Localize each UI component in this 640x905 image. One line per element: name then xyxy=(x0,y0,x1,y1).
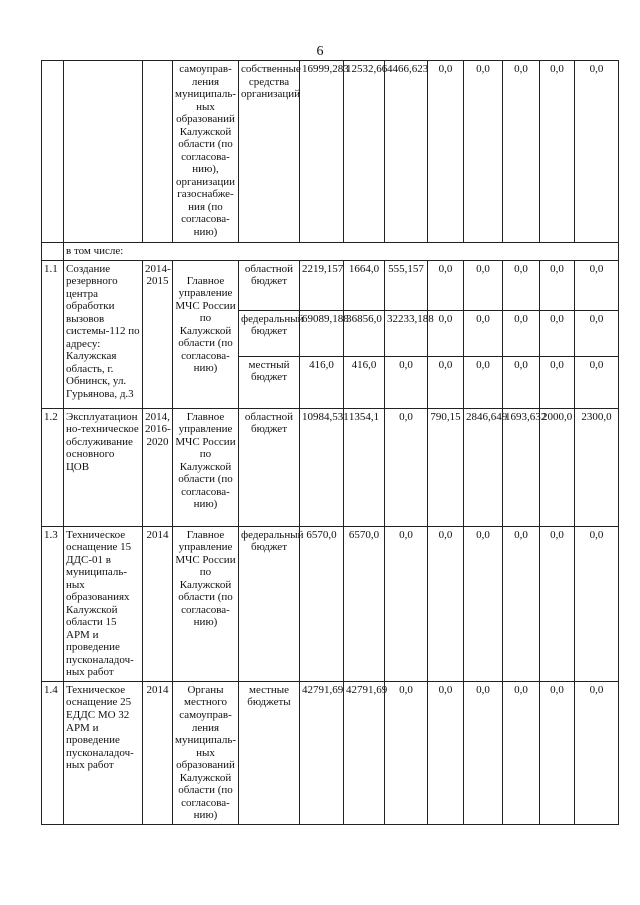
cell-value: 0,0 xyxy=(385,526,428,681)
cell-value: 0,0 xyxy=(464,526,503,681)
cell-value: 0,0 xyxy=(503,310,540,356)
cell-num xyxy=(42,61,64,243)
cell-value: 0,0 xyxy=(428,526,464,681)
cell-value: 0,0 xyxy=(464,310,503,356)
cell-num: 1.2 xyxy=(42,408,64,526)
cell-value: 0,0 xyxy=(540,260,575,310)
cell-value: 0,0 xyxy=(575,260,619,310)
cell-value: 0,0 xyxy=(464,260,503,310)
table-row xyxy=(42,408,619,526)
cell-name: Создание резервного центра обработки вызовов системы-112 по адресу: Калужская область, г. Обнинск, ул. Гурьянова, д.3 xyxy=(64,260,143,408)
cell-value: 416,0 xyxy=(300,356,344,408)
cell-years: 2014, 2016-2020 xyxy=(143,408,173,526)
cell-value: 0,0 xyxy=(464,356,503,408)
cell-executor: Главное управление МЧС России по Калужской области (по согласова-нию) xyxy=(173,526,239,681)
cell-value: 0,0 xyxy=(385,681,428,824)
cell-value: 42791,69 xyxy=(344,681,385,824)
cell-name: Техническое оснащение 15 ДДС-01 в муниципаль-ных образованиях Калужской области 15 АРМ и проведение пусконаладоч-ных работ xyxy=(64,526,143,681)
cell-value: 0,0 xyxy=(428,260,464,310)
cell-source: федеральный бюджет xyxy=(239,526,300,681)
table-row xyxy=(42,243,619,261)
cell-value: 0,0 xyxy=(540,356,575,408)
cell-source: местные бюджеты xyxy=(239,681,300,824)
cell-value: 0,0 xyxy=(464,61,503,243)
budget-table xyxy=(41,60,619,825)
cell-value: 2300,0 xyxy=(575,408,619,526)
cell-value: 1664,0 xyxy=(344,260,385,310)
cell-value: 69089,188 xyxy=(300,310,344,356)
page-number: 6 xyxy=(316,44,324,59)
cell-source: областной бюджет xyxy=(239,408,300,526)
table-row xyxy=(42,61,619,243)
cell-value: 0,0 xyxy=(575,61,619,243)
cell-num: 1.1 xyxy=(42,260,64,408)
cell-value: 0,0 xyxy=(385,408,428,526)
cell-value: 0,0 xyxy=(428,61,464,243)
cell-value: 4466,623 xyxy=(385,61,428,243)
cell-source: федеральный бюджет xyxy=(239,310,300,356)
cell-years xyxy=(143,61,173,243)
cell-value: 0,0 xyxy=(540,681,575,824)
cell-years: 2014 xyxy=(143,681,173,824)
cell-value: 6570,0 xyxy=(300,526,344,681)
cell-source: местный бюджет xyxy=(239,356,300,408)
cell-value: 0,0 xyxy=(540,61,575,243)
cell-executor: Главное управление МЧС России по Калужской области (по согласова-нию) xyxy=(173,408,239,526)
cell-value: 0,0 xyxy=(575,310,619,356)
cell-value: 10984,531 xyxy=(300,408,344,526)
cell-value: 0,0 xyxy=(503,356,540,408)
cell-executor: самоуправ-ления муниципаль-ных образований Калужской области (по согласова-нию), организации газоснабже-ния (по согласова-нию) xyxy=(173,61,239,243)
cell-value: 0,0 xyxy=(540,526,575,681)
cell-value: 1693,632 xyxy=(503,408,540,526)
cell-value: 790,15 xyxy=(428,408,464,526)
cell-value: 12532,66 xyxy=(344,61,385,243)
cell-executor: Органы местного самоуправ-ления муниципаль-ных образований Калужской области (по согласова-нию) xyxy=(173,681,239,824)
cell-num: 1.3 xyxy=(42,526,64,681)
table-row xyxy=(42,260,619,310)
cell-value: 2000,0 xyxy=(540,408,575,526)
cell-value: 0,0 xyxy=(503,526,540,681)
including-label: в том числе: xyxy=(64,243,619,261)
cell-value: 0,0 xyxy=(428,356,464,408)
cell-years: 2014-2015 xyxy=(143,260,173,408)
cell-value: 36856,0 xyxy=(344,310,385,356)
cell-value: 0,0 xyxy=(503,61,540,243)
table-row xyxy=(42,526,619,681)
cell-value: 0,0 xyxy=(503,260,540,310)
cell-value: 0,0 xyxy=(503,681,540,824)
cell-value: 0,0 xyxy=(540,310,575,356)
cell-value: 32233,188 xyxy=(385,310,428,356)
cell-value: 6570,0 xyxy=(344,526,385,681)
cell-num: 1.4 xyxy=(42,681,64,824)
cell-value: 2846,649 xyxy=(464,408,503,526)
cell-value: 0,0 xyxy=(385,356,428,408)
cell-value: 0,0 xyxy=(464,681,503,824)
cell-value: 42791,69 xyxy=(300,681,344,824)
cell-value: 0,0 xyxy=(575,526,619,681)
cell-source: областной бюджет xyxy=(239,260,300,310)
cell-value: 16999,283 xyxy=(300,61,344,243)
cell-name: Техническое оснащение 25 ЕДДС МО 32 АРМ и проведение пусконаладоч-ных работ xyxy=(64,681,143,824)
cell-value: 1354,1 xyxy=(344,408,385,526)
cell-name xyxy=(64,61,143,243)
cell-source: собственные средства организаций xyxy=(239,61,300,243)
cell-value: 0,0 xyxy=(428,681,464,824)
cell-value: 416,0 xyxy=(344,356,385,408)
table-body xyxy=(42,61,619,825)
cell-value: 0,0 xyxy=(428,310,464,356)
cell-num xyxy=(42,243,64,261)
cell-name: Эксплуатацион но-техническое обслуживание основного ЦОВ xyxy=(64,408,143,526)
table-row xyxy=(42,681,619,824)
cell-executor: Главное управление МЧС России по Калужской области (по согласова-нию) xyxy=(173,260,239,408)
cell-value: 555,157 xyxy=(385,260,428,310)
cell-value: 0,0 xyxy=(575,681,619,824)
cell-value: 2219,157 xyxy=(300,260,344,310)
cell-years: 2014 xyxy=(143,526,173,681)
cell-value: 0,0 xyxy=(575,356,619,408)
